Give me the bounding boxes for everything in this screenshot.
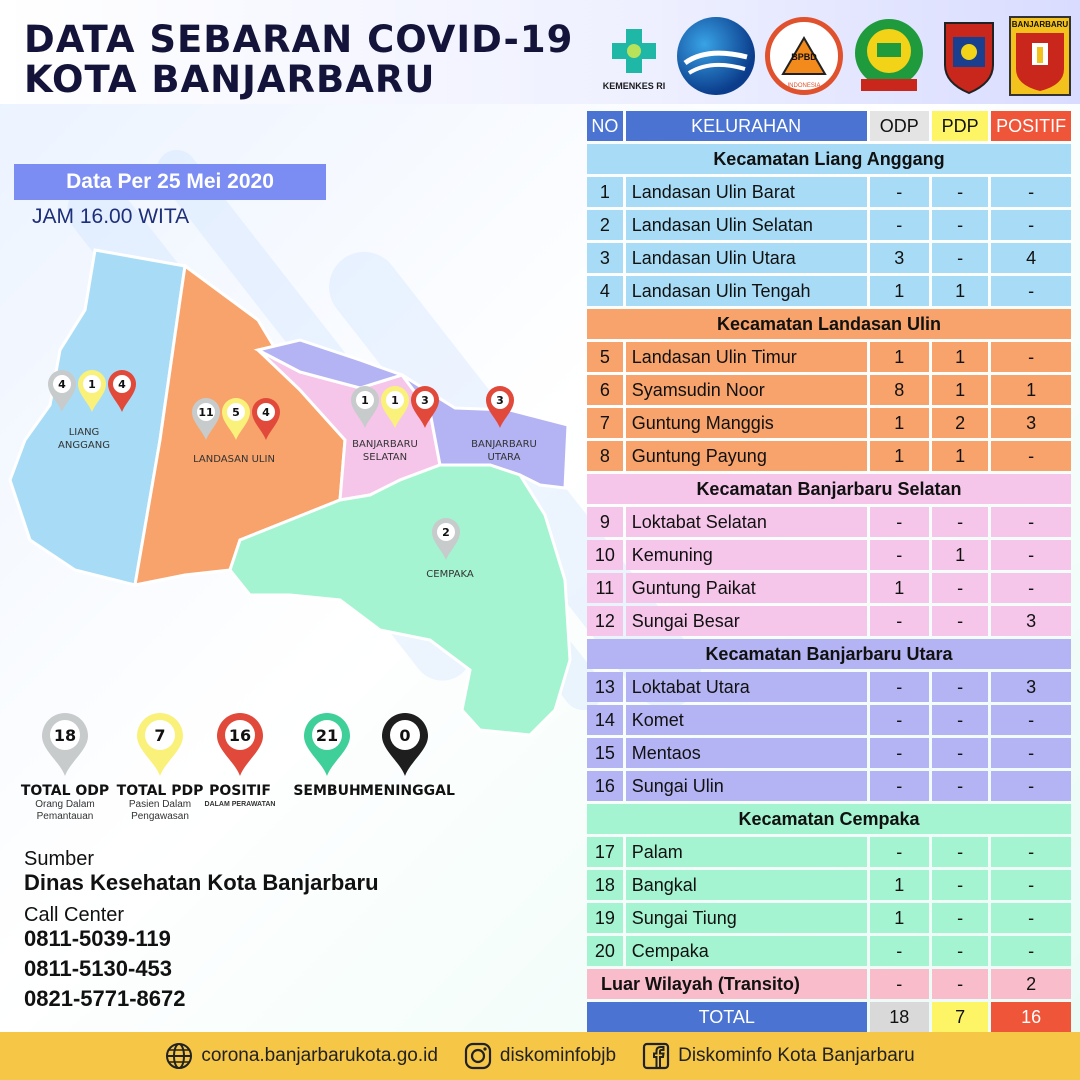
kelurahan-name: Loktabat Utara [626,672,867,702]
transit-positif: 2 [991,969,1071,999]
pdp-value: - [932,870,988,900]
odp-value: - [870,771,929,801]
pdp-value: - [932,210,988,240]
kelurahan-name: Landasan Ulin Tengah [626,276,867,306]
positif-pin-value: 3 [496,394,504,407]
kelurahan-name: Landasan Ulin Utara [626,243,867,273]
row-no: 20 [587,936,623,966]
kecamatan-name: Kecamatan Banjarbaru Utara [587,639,1071,669]
legend-title: TOTAL PDP [116,783,204,799]
legend-pin-icon [135,712,185,778]
kelurahan-name: Palam [626,837,867,867]
odp-value: 1 [870,276,929,306]
odp-value: - [870,705,929,735]
positif-value: - [991,507,1071,537]
positif-value: 1 [991,375,1071,405]
phone-1[interactable]: 0811-5039-119 [24,926,171,951]
table-row [587,441,1071,471]
kelurahan-name: Sungai Besar [626,606,867,636]
odp-pin-value: 11 [198,406,214,419]
row-no: 2 [587,210,623,240]
source-label: Sumber [24,848,95,870]
kelurahan-name: Sungai Ulin [626,771,867,801]
table-row [587,672,1071,702]
district-map [0,240,580,740]
row-no: 5 [587,342,623,372]
kecamatan-name: Kecamatan Banjarbaru Selatan [587,474,1071,504]
odp-value: 1 [870,573,929,603]
table-row [587,738,1071,768]
facebook-text: Diskominfo Kota Banjarbaru [678,1045,915,1066]
page-title-line2: KOTA BANJARBARU [24,58,436,101]
kominfo-logo [676,16,756,96]
table-row [587,342,1071,372]
phone-3[interactable]: 0821-5771-8672 [24,986,186,1011]
instagram-icon [464,1042,492,1070]
odp-value: 1 [870,903,929,933]
pdp-value: - [932,672,988,702]
positif-value: - [991,342,1071,372]
kelurahan-name: Landasan Ulin Selatan [626,210,867,240]
row-no: 11 [587,573,623,603]
pdp-pin-value: 5 [232,406,240,419]
legend-value: 0 [399,726,411,745]
kecamatan-row [587,309,1071,339]
kelurahan-name: Guntung Payung [626,441,867,471]
odp-value: 1 [870,441,929,471]
odp-pin-value: 2 [442,526,450,539]
odp-value: - [870,936,929,966]
positif-pin-value: 4 [118,378,126,391]
positif-value: - [991,870,1071,900]
kelurahan-name: Cempaka [626,936,867,966]
positif-value: 4 [991,243,1071,273]
pemkot-text: BANJARBARU [1011,20,1069,29]
legend-pin-icon [302,712,352,778]
positif-value: - [991,903,1071,933]
positif-value: 3 [991,672,1071,702]
row-no: 1 [587,177,623,207]
pdp-value: - [932,771,988,801]
header [0,0,1080,104]
facebook-link[interactable] [642,1042,915,1070]
kelurahan-name: Loktabat Selatan [626,507,867,537]
kecamatan-name: Kecamatan Landasan Ulin [587,309,1071,339]
odp-value: - [870,738,929,768]
odp-value: - [870,177,929,207]
table-row [587,243,1071,273]
positif-value: - [991,771,1071,801]
odp-value: - [870,837,929,867]
legend-item [200,712,280,811]
kecamatan-row [587,639,1071,669]
pdp-value: 1 [932,342,988,372]
odp-value: 3 [870,243,929,273]
pdp-value: - [932,177,988,207]
table-row [587,507,1071,537]
positif-value: - [991,573,1071,603]
table-row [587,540,1071,570]
legend-pin-icon [215,712,265,778]
legend-value: 18 [53,726,77,745]
table-row [587,837,1071,867]
total-odp: 18 [870,1002,929,1032]
footer [0,1032,1080,1080]
row-no: 15 [587,738,623,768]
kecamatan-row [587,804,1071,834]
legend-value: 21 [315,726,339,745]
legend-sub: Pasien Dalam Pengawasan [128,799,192,822]
pdp-pin-value: 1 [391,394,399,407]
positif-value: - [991,837,1071,867]
legend-sub: Orang Dalam Pemantauan [35,799,95,822]
row-no: 8 [587,441,623,471]
header-no: NO [587,111,623,141]
row-no: 4 [587,276,623,306]
header-pdp: PDP [932,111,988,141]
bpbd-ring-text: INDONESIA [787,83,821,89]
total-positif: 16 [991,1002,1071,1032]
odp-value: 1 [870,870,929,900]
pdp-value: 2 [932,408,988,438]
positif-value: - [991,705,1071,735]
odp-pin-value: 1 [361,394,369,407]
kelurahan-name: Guntung Paikat [626,573,867,603]
row-no: 14 [587,705,623,735]
total-pdp: 7 [932,1002,988,1032]
legend-title: TOTAL ODP [20,783,110,799]
total-row [587,1002,1071,1032]
pdp-value: 1 [932,540,988,570]
table-row [587,771,1071,801]
kecamatan-row [587,474,1071,504]
polda-logo [938,16,1000,96]
callcenter-label: Call Center [24,904,125,926]
instagram-text: diskominfobjb [499,1045,617,1066]
kelurahan-name: Syamsudin Noor [626,375,867,405]
positif-value: - [991,738,1071,768]
odp-value: - [870,606,929,636]
table-row [587,210,1071,240]
website-text: corona.banjarbarukota.go.id [201,1045,438,1066]
source-org: Dinas Kesehatan Kota Banjarbaru [24,870,379,895]
legend-item [20,712,110,823]
bpbd-text: BPBD [791,52,817,62]
transit-label: Luar Wilayah (Transito) [587,969,867,999]
transit-row [587,969,1071,999]
region-label: BANJARBARU SELATAN [352,439,418,463]
table-row [587,705,1071,735]
legend-value: 7 [154,726,166,745]
row-no: 7 [587,408,623,438]
transit-odp: - [870,969,929,999]
table-row [587,903,1071,933]
odp-value: - [870,672,929,702]
odp-value: - [870,210,929,240]
legend-value: 16 [228,726,252,745]
positif-pin-value: 3 [421,394,429,407]
table-row [587,606,1071,636]
region-label: BANJARBARU UTARA [471,439,537,463]
row-no: 9 [587,507,623,537]
region-label: LIANG ANGGANG [58,427,110,451]
legend-item [115,712,205,823]
page-title-line1: DATA SEBARAN COVID-19 [24,18,574,61]
odp-value: 1 [870,342,929,372]
provinsi-logo [848,16,930,96]
website-link[interactable] [165,1042,438,1070]
table-row [587,870,1071,900]
odp-value: - [870,507,929,537]
table-row [587,408,1071,438]
date-label: Data Per 25 Mei 2020 [14,164,326,200]
kemenkes-label: KEMENKES RI [602,81,666,91]
table-row [587,375,1071,405]
pdp-value: - [932,606,988,636]
legend-item [282,712,372,799]
kelurahan-table [584,108,1074,1035]
row-no: 10 [587,540,623,570]
globe-icon [165,1042,193,1070]
legend-title: SEMBUH [293,783,361,799]
positif-value: - [991,177,1071,207]
header-kelurahan: KELURAHAN [626,111,867,141]
row-no: 13 [587,672,623,702]
header-odp: ODP [870,111,929,141]
kemenkes-logo [600,16,668,96]
pdp-value: - [932,837,988,867]
kelurahan-name: Landasan Ulin Timur [626,342,867,372]
instagram-link[interactable] [464,1042,616,1070]
table-row [587,936,1071,966]
pdp-value: 1 [932,276,988,306]
total-label: TOTAL [587,1002,867,1032]
odp-pin-value: 4 [58,378,66,391]
row-no: 16 [587,771,623,801]
positif-value: - [991,210,1071,240]
kelurahan-name: Komet [626,705,867,735]
pdp-value: - [932,903,988,933]
facebook-icon [642,1042,670,1070]
positif-value: 3 [991,606,1071,636]
pemkot-logo [1006,16,1074,96]
pdp-value: - [932,507,988,537]
row-no: 19 [587,903,623,933]
legend-pin-icon [380,712,430,778]
legend-sub: DALAM PERAWATAN [204,801,276,808]
positif-value: - [991,540,1071,570]
region-label: LANDASAN ULIN [193,454,275,465]
pdp-pin-value: 1 [88,378,96,391]
positif-value: - [991,441,1071,471]
kecamatan-name: Kecamatan Cempaka [587,804,1071,834]
kecamatan-name: Kecamatan Liang Anggang [587,144,1071,174]
row-no: 17 [587,837,623,867]
pdp-value: - [932,936,988,966]
transit-pdp: - [932,969,988,999]
table-row [587,573,1071,603]
table-row [587,177,1071,207]
odp-value: 1 [870,408,929,438]
positif-value: 3 [991,408,1071,438]
legend-title: POSITIF [209,783,271,799]
region-label: CEMPAKA [426,569,474,580]
row-no: 6 [587,375,623,405]
kelurahan-name: Sungai Tiung [626,903,867,933]
table-row [587,276,1071,306]
bpbd-logo [764,16,844,96]
legend-pin-icon [40,712,90,778]
pdp-value: - [932,705,988,735]
kelurahan-name: Guntung Manggis [626,408,867,438]
kelurahan-name: Kemuning [626,540,867,570]
pdp-value: 1 [932,375,988,405]
row-no: 12 [587,606,623,636]
legend-item [360,712,455,799]
pdp-value: - [932,573,988,603]
odp-value: - [870,540,929,570]
positif-value: - [991,936,1071,966]
kelurahan-name: Mentaos [626,738,867,768]
header-positif: POSITIF [991,111,1071,141]
time-label: JAM 16.00 WITA [32,205,190,228]
positif-pin-value: 4 [262,406,270,419]
pdp-value: 1 [932,441,988,471]
kelurahan-name: Bangkal [626,870,867,900]
positif-value: - [991,276,1071,306]
pdp-value: - [932,243,988,273]
legend-title: MENINGGAL [360,783,455,799]
phone-2[interactable]: 0811-5130-453 [24,956,173,981]
odp-value: 8 [870,375,929,405]
kecamatan-row [587,144,1071,174]
row-no: 3 [587,243,623,273]
pdp-value: - [932,738,988,768]
kelurahan-name: Landasan Ulin Barat [626,177,867,207]
row-no: 18 [587,870,623,900]
